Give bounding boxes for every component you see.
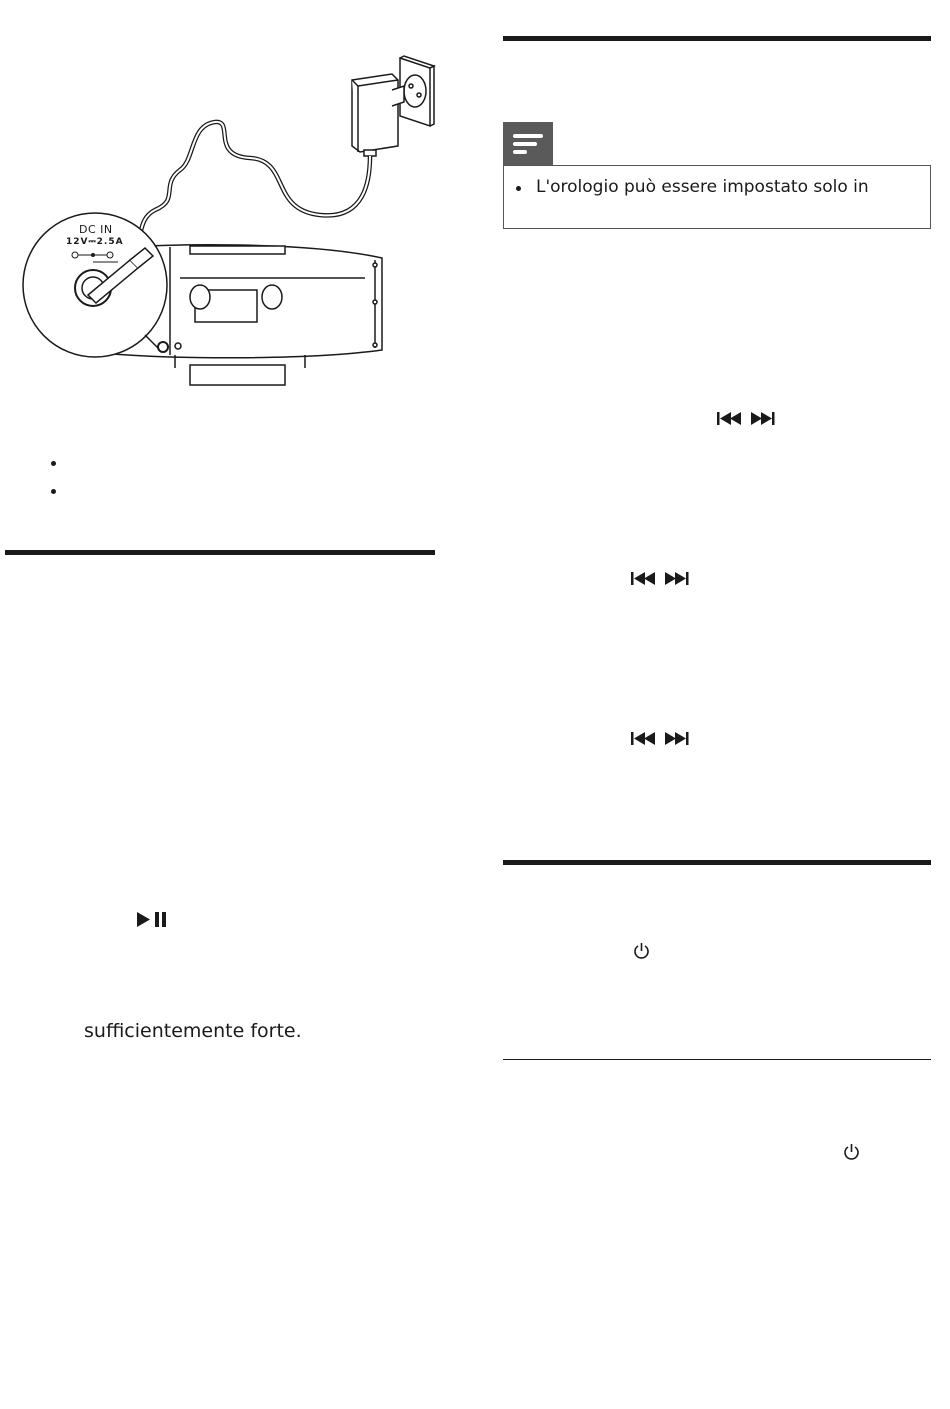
play-pause-icon [136, 911, 170, 928]
power-cable [130, 122, 370, 250]
dc-in-label: DC IN [79, 223, 113, 236]
skip-prev-next-icon [631, 731, 689, 746]
wall-socket [400, 56, 434, 126]
power-icon [843, 1143, 860, 1161]
rating-label: 12V⎓2.5A [66, 237, 124, 247]
skip-prev-next-icon [717, 411, 775, 426]
note-bullet [516, 186, 521, 191]
power-icon [633, 942, 650, 960]
bullet-dot [51, 461, 56, 466]
section-rule [503, 860, 931, 865]
skip-prev-next-icon [631, 571, 689, 586]
section-rule [5, 550, 435, 555]
note-text: L'orologio può essere impostato solo in [536, 177, 869, 197]
note-box [503, 165, 931, 229]
section-rule [503, 36, 931, 41]
bullet-dot [51, 489, 56, 494]
subsection-rule [503, 1059, 931, 1060]
note-icon [503, 122, 553, 166]
power-adapter [352, 74, 404, 156]
continuation-text: sufficientemente forte. [84, 1020, 302, 1042]
